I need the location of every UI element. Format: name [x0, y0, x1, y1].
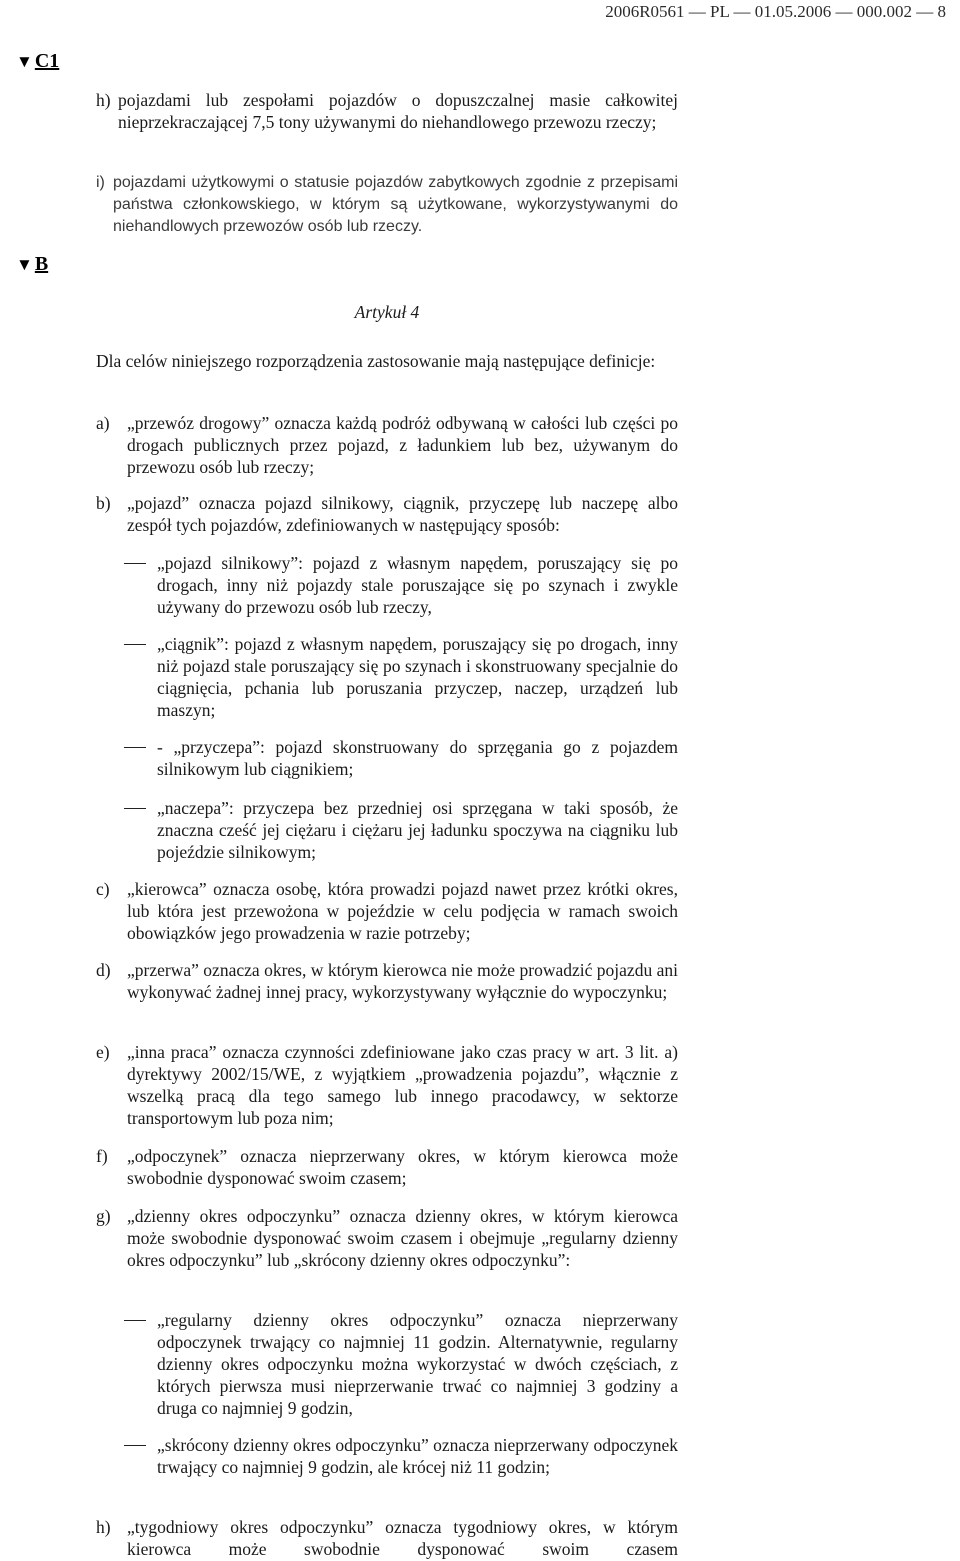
item-text: „tygodniowy okres odpoczynku” oznacza tygodniowy okres, w którym kierowca może swobodnie dysponować swoim czasem — [127, 1517, 678, 1559]
definition-c — [96, 878, 678, 944]
c1-item-i — [96, 172, 678, 238]
item-text: „kierowca” oznacza osobę, która prowadzi pojazd nawet przez krótki okres, lub która jest przewożona w pojeździe w celu podjęcia w ramach swoich obowiązków jego prowadzenia w razie potrzeby; — [127, 879, 678, 943]
item-label: h) — [96, 1517, 111, 1537]
document-reference: 2006R0561 — PL — 01.05.2006 — 000.002 — 8 — [605, 2, 946, 21]
subitem-text: „ciągnik”: pojazd z własnym napędem, poruszający się po drogach, inny niż pojazd stale poruszający się po szynach i skonstruowany specjalnie do ciągnięcia, pchania lub poruszania przyczep, naczep, urządzeń lub maszyn; — [157, 634, 678, 720]
vehicle-subitem — [124, 552, 678, 618]
definition-e — [96, 1041, 678, 1129]
item-text: „dzienny okres odpoczynku” oznacza dzienny okres, w którym kierowca może swobodnie dysponować swoim czasem i obejmuje „regularny dzienny okres odpoczynku” lub „skrócony dzienny okres odpoczynku”: — [127, 1206, 678, 1270]
definition-b — [96, 492, 678, 536]
triangle-down-icon: ▼ — [16, 255, 33, 274]
item-text: „przerwa” oznacza okres, w którym kierowca nie może prowadzić pojazdu ani wykonywać żadnej innej pracy, wykorzystywany wyłącznie do wypoczynku; — [127, 960, 678, 1002]
marker-b — [16, 253, 48, 276]
dash-rule — [124, 808, 146, 809]
item-label: h) — [96, 90, 111, 110]
item-label: b) — [96, 493, 111, 513]
vehicle-subitem — [124, 633, 678, 721]
dash-rule — [124, 1445, 146, 1446]
marker-c1-code: C1 — [34, 50, 60, 72]
definition-f — [96, 1145, 678, 1189]
item-text: „pojazd” oznacza pojazd silnikowy, ciągnik, przyczepę lub naczepę albo zespół tych pojazdów, zdefiniowanych w następujący sposób: — [127, 493, 678, 535]
subitem-text: „pojazd silnikowy”: pojazd z własnym napędem, poruszający się po drogach, inny niż pojazdy stale poruszające się po szynach i zwykle używany do przewozu osób lub rzeczy, — [157, 553, 678, 617]
triangle-down-icon: ▼ — [16, 52, 33, 71]
subitem-text: „skrócony dzienny okres odpoczynku” oznacza nieprzerwany odpoczynek trwający co najmniej 9 godzin, ale krócej niż 11 godzin; — [157, 1435, 678, 1477]
item-label: d) — [96, 960, 111, 980]
item-text: „inna praca” oznacza czynności zdefiniowane jako czas pracy w art. 3 lit. a) dyrektywy 2002/15/WE, z wyjątkiem „prowadzenia pojazdu”, włącznie z wszelką pracą dla tego samego lub innego pracodawcy, w sektorze transportowym lub poza nim; — [127, 1042, 678, 1128]
article-title: Artykuł 4 — [354, 302, 420, 322]
item-text: pojazdami użytkowymi o statusie pojazdów zabytkowych zgodnie z przepisami państwa członkowskiego, w którym są użytkowane, wykorzystywanymi do niehandlowych przewozów osób lub rzeczy. — [113, 174, 678, 235]
dash-rule — [124, 747, 146, 748]
dash-rule — [124, 563, 146, 564]
marker-c1 — [16, 50, 59, 73]
item-label: g) — [96, 1206, 111, 1226]
definition-a — [96, 412, 678, 478]
item-label: f) — [96, 1146, 108, 1166]
item-text: „przewóz drogowy” oznacza każdą podróż odbywaną w całości lub części po drogach publicznych przez pojazd, z ładunkiem lub bez, używanym do przewozu osób lub rzeczy; — [127, 413, 678, 477]
item-text: „odpoczynek” oznacza nieprzerwany okres, w którym kierowca może swobodnie dysponować swoim czasem; — [127, 1146, 678, 1188]
subitem-text: „regularny dzienny okres odpoczynku” oznacza nieprzerwany odpoczynek trwający co najmniej 11 godzin. Alternatywnie, regularny dzienny okres odpoczynku można wykorzystać w dwóch częściach, z których pierwsza musi nieprzerwanie trwać co najmniej 3 godziny a druga co najmniej 9 godzin, — [157, 1310, 678, 1418]
dash-rule — [124, 644, 146, 645]
definition-h — [96, 1516, 678, 1560]
subitem-text: - „przyczepa”: pojazd skonstruowany do sprzęgania go z pojazdem silnikowym lub ciągnikiem; — [157, 737, 678, 779]
daily-rest-subitem — [124, 1434, 678, 1478]
article-intro: Dla celów niniejszego rozporządzenia zastosowanie mają następujące definicje: — [96, 351, 656, 371]
item-label: i) — [96, 174, 105, 191]
definition-d — [96, 959, 678, 1003]
subitem-text: „naczepa”: przyczepa bez przedniej osi sprzęgana w taki sposób, że znaczna cześć jej ciężaru i ciężaru jej ładunku spoczywa na ciągniku lub pojeździe silnikowym; — [157, 798, 678, 862]
daily-rest-subitem — [124, 1309, 678, 1419]
vehicle-subitem — [124, 797, 678, 863]
item-label: c) — [96, 879, 110, 899]
item-text: pojazdami lub zespołami pojazdów o dopuszczalnej masie całkowitej nieprzekraczającej 7,5 tony używanymi do niehandlowego przewozu rzeczy; — [118, 90, 678, 132]
c1-item-h — [96, 89, 678, 133]
item-label: a) — [96, 413, 110, 433]
dash-rule — [124, 1320, 146, 1321]
definition-g — [96, 1205, 678, 1271]
vehicle-subitem — [124, 736, 678, 780]
item-label: e) — [96, 1042, 110, 1062]
marker-b-code: B — [34, 253, 49, 275]
